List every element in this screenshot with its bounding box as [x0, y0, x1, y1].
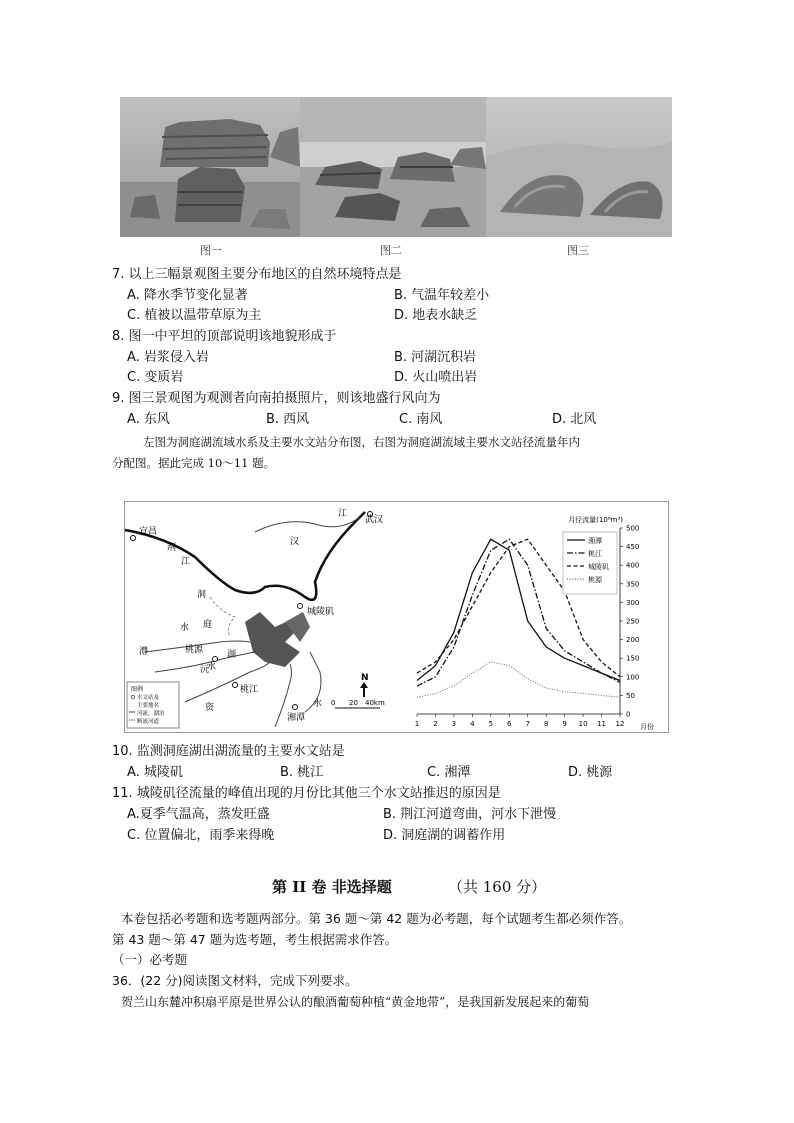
station-chenglingji [298, 604, 303, 609]
q8-option-d: D. 火山喷出岩 [394, 370, 478, 385]
notes-line-4: 36．(22 分)阅读图文材料，完成下列要求。 [112, 973, 358, 988]
q8-stem: 8. 图一中平坦的顶部说明该地貌形成于 [112, 329, 337, 344]
chart-legend-label: 城陵矶 [588, 563, 609, 571]
map-label-yichang: 宜昌 [139, 527, 158, 537]
map-label-hu: 湖 [227, 650, 237, 660]
chart-legend-label: 桃源 [588, 576, 602, 584]
map-label-dong: 洞 [197, 590, 207, 600]
chart-y-tick-label: 500 [626, 524, 640, 533]
map-label-ting: 庭 [203, 620, 213, 630]
map-label-zi: 资 [205, 703, 215, 713]
notes-line-1: 本卷包括必考题和选考题两部分。第 36 题～第 42 题为必考题，每个试题考生都必须作答。 [121, 911, 632, 926]
station-taoyuan [213, 657, 218, 662]
photo-caption-2: 图二 [380, 244, 402, 257]
q8-option-a: A. 岩浆侵入岩 [127, 350, 209, 365]
map-label-wuhan: 武汉 [365, 515, 384, 525]
scale-0: 0 [331, 699, 336, 707]
photo-caption-3: 图三 [567, 244, 589, 257]
chart-y-tick-label: 250 [626, 617, 640, 626]
map-label-han: 汉 [290, 537, 300, 547]
q11-option-c: C. 位置偏北，雨季来得晚 [127, 828, 275, 843]
map-label-chenglingji: 城陵矶 [307, 607, 335, 617]
chart-x-tick-label: 4 [470, 720, 475, 728]
q10-option-c: C. 湘潭 [427, 765, 471, 780]
chart-x-tick-label: 3 [451, 720, 457, 728]
landscape-photos-svg [120, 97, 672, 237]
legend-item-2: 主要地名 [137, 703, 160, 709]
chart-y-tick-label: 0 [626, 710, 631, 719]
chart-y-tick-label: 100 [626, 673, 640, 682]
chart-x-tick-label: 12 [615, 720, 625, 728]
q9-option-a: A. 东风 [127, 412, 170, 427]
chart-x-tick-label: 5 [488, 720, 494, 728]
chart-y-tick-label: 350 [626, 580, 640, 589]
q7-option-c: C. 植被以温带草原为主 [127, 308, 262, 323]
chart-y-tick-label: 200 [626, 636, 640, 645]
series-line-3 [417, 662, 620, 697]
q7-stem: 7. 以上三幅景观图主要分布地区的自然环境特点是 [112, 267, 402, 282]
legend-item-4: 断流河道 [137, 719, 160, 725]
q10-option-a: A. 城陵矶 [127, 765, 183, 780]
photo-3 [486, 97, 672, 237]
chart-x-tick-label: 6 [507, 720, 512, 728]
city-yichang [131, 536, 136, 541]
section2-title: 第 II 卷 非选择题 [272, 878, 392, 896]
map-label-taoyuan: 桃源 [185, 645, 204, 655]
map-label-shui: 水 [180, 623, 190, 633]
runoff-chart [405, 508, 668, 733]
notes-line-3: （一）必考题 [112, 952, 188, 967]
map-label-shui3: 水 [313, 699, 323, 709]
chart-title: 月径流量(10⁸m³) [568, 516, 623, 524]
legend-item-1: 水文站及 [137, 695, 160, 701]
chart-x-tick-label: 8 [543, 720, 549, 728]
chart-y-tick-label: 50 [626, 691, 635, 700]
q10-option-b: B. 桃江 [280, 765, 324, 780]
chart-x-tick-label: 7 [525, 720, 530, 728]
intro-line-1: 左图为洞庭湖流域水系及主要水文站分布图，右图为洞庭湖流域主要水文站径流量年内 [143, 435, 580, 449]
q8-option-b: B. 河湖沉积岩 [394, 350, 477, 365]
yangtze-river [125, 512, 365, 600]
map-label-jiang: 江 [338, 509, 348, 519]
q11-option-a: A.夏季气温高，蒸发旺盛 [127, 807, 270, 822]
map-label-yuan: 沅 [200, 665, 210, 675]
q11-stem: 11. 城陵矶径流量的峰值出现的月份比其他三个水文站推迟的原因是 [112, 786, 501, 801]
map-label-jing: 荆 [167, 543, 177, 553]
q9-option-d: D. 北风 [552, 412, 597, 427]
dry-channel [210, 597, 235, 637]
chart-y-tick-label: 300 [626, 598, 640, 607]
section2-score: （共 160 分） [448, 878, 547, 896]
scale-20: 20 [349, 699, 358, 707]
chart-y-tick-label: 400 [626, 561, 640, 570]
chart-xlabel: 月份 [640, 723, 654, 731]
intro-line-2: 分配图。据此完成 10～11 题。 [112, 456, 276, 470]
q9-stem: 9. 图三景观图为观测者向南拍摄照片，则该地盛行风向为 [112, 391, 441, 406]
drainage-map [125, 502, 400, 732]
q7-option-b: B. 气温年较差小 [394, 288, 490, 303]
photo-1 [120, 97, 300, 237]
map-label-xiangtan: 湘潭 [287, 713, 306, 723]
legend-title: 图例 [131, 686, 144, 693]
map-label-taojiang: 桃江 [240, 685, 259, 695]
chart-legend-label: 湘潭 [588, 537, 602, 545]
station-taojiang [233, 683, 238, 688]
q10-stem: 10. 监测洞庭湖出湖流量的主要水文站是 [112, 744, 345, 759]
chart-y-tick-label: 150 [626, 654, 640, 663]
chart-x-tick-label: 9 [562, 720, 567, 728]
q7-option-a: A. 降水季节变化显著 [127, 288, 248, 303]
north-label: N [361, 673, 369, 683]
station-xiangtan [293, 705, 298, 710]
q9-option-c: C. 南风 [399, 412, 443, 427]
q8-option-c: C. 变质岩 [127, 370, 184, 385]
chart-x-tick-label: 2 [433, 720, 438, 728]
q10-option-d: D. 桃源 [568, 765, 613, 780]
map-label-jiang2: 江 [181, 557, 191, 567]
q11-option-d: D. 洞庭湖的调蓄作用 [383, 828, 506, 843]
notes-line-5: 贺兰山东麓冲积扇平原是世界公认的酿酒葡萄种植“黄金地带”，是我国新发展起来的葡萄 [121, 995, 590, 1009]
photo-2 [300, 97, 486, 237]
landscape-photos [120, 97, 672, 237]
photo-caption-1: 图一 [200, 244, 222, 257]
legend-item-3: 河流、湖泊 [137, 711, 165, 717]
chart-x-tick-label: 10 [578, 720, 588, 728]
chart-legend-label: 桃江 [588, 550, 602, 558]
han-river [255, 517, 360, 532]
map-label-li: 澧 [139, 647, 149, 657]
chart-y-tick-label: 450 [626, 543, 640, 552]
zi-river [185, 662, 270, 702]
q7-option-d: D. 地表水缺乏 [394, 308, 478, 323]
chart-x-tick-label: 11 [597, 720, 607, 728]
scale-40: 40km [365, 699, 385, 707]
legend-station-icon [131, 695, 134, 698]
q11-option-b: B. 荆江河道弯曲，河水下泄慢 [383, 807, 557, 822]
chart-x-tick-label: 1 [414, 720, 420, 728]
map-label-shui2: 水 [207, 662, 217, 672]
notes-line-2: 第 43 题～第 47 题为选考题，考生根据需求作答。 [112, 932, 398, 947]
q9-option-b: B. 西风 [266, 412, 310, 427]
